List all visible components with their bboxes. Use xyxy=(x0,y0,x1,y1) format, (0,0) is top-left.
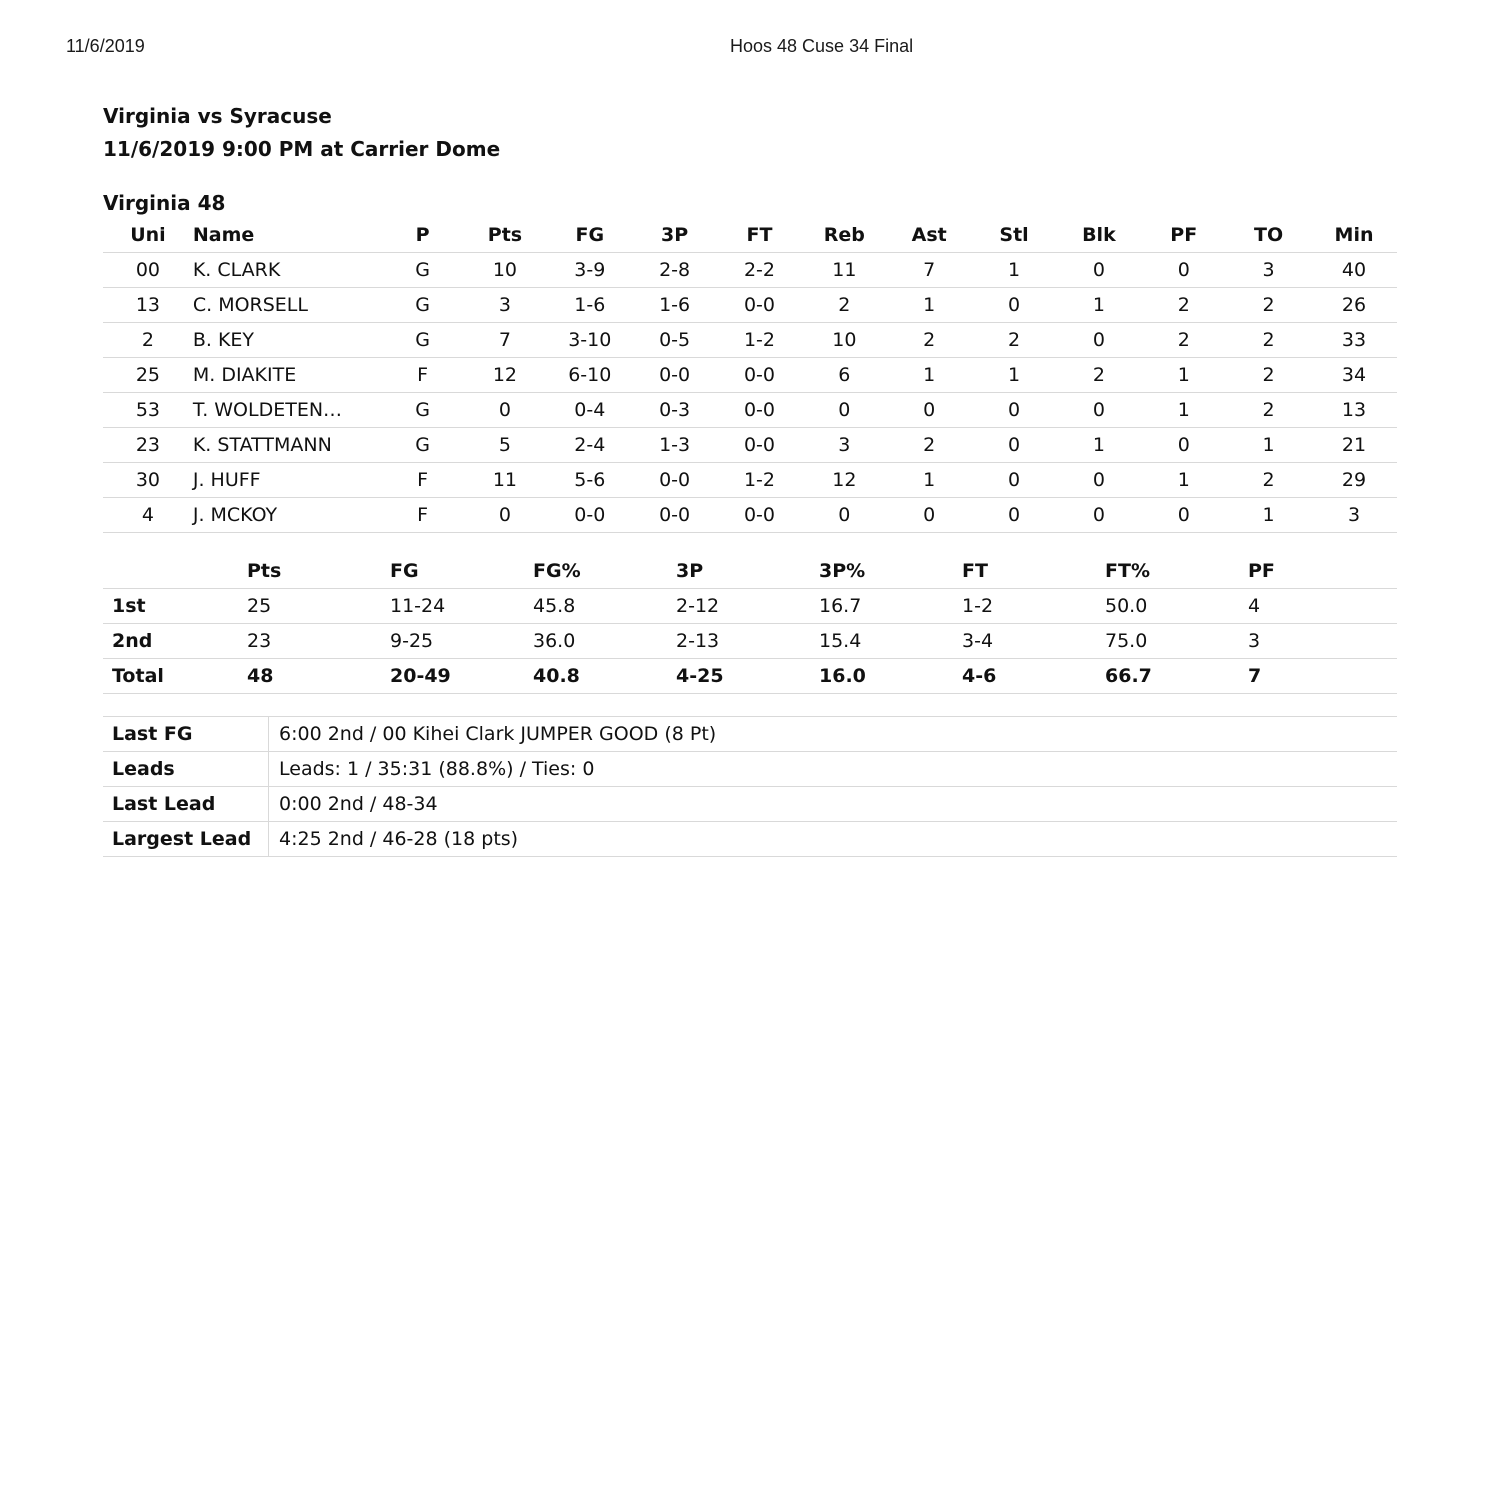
player-row xyxy=(103,428,1397,463)
stat-cell: 33 xyxy=(1311,323,1397,358)
column-header: FT xyxy=(717,217,802,253)
stat-cell: 2-13 xyxy=(676,624,819,659)
stat-cell: 0 xyxy=(1056,498,1141,533)
half-row xyxy=(103,589,1397,624)
stat-cell: 2-4 xyxy=(547,428,632,463)
stat-cell: 2 xyxy=(1226,393,1311,428)
info-row xyxy=(103,822,1397,857)
stat-cell: 0-0 xyxy=(547,498,632,533)
stat-cell: G xyxy=(383,393,463,428)
column-header: FT xyxy=(962,553,1105,589)
info-value: 0:00 2nd / 48-34 xyxy=(269,787,1398,822)
player-name: J. HUFF xyxy=(193,463,383,498)
stat-cell: 0 xyxy=(972,463,1057,498)
player-row xyxy=(103,323,1397,358)
stat-cell: 26 xyxy=(1311,288,1397,323)
stat-cell: 1 xyxy=(1141,358,1226,393)
info-value: Leads: 1 / 35:31 (88.8%) / Ties: 0 xyxy=(269,752,1398,787)
stat-cell: 1 xyxy=(887,288,972,323)
game-info-table xyxy=(103,716,1397,857)
column-header: Name xyxy=(193,217,383,253)
column-header: PF xyxy=(1248,553,1397,589)
stat-cell: 2 xyxy=(1226,463,1311,498)
stat-cell: 36.0 xyxy=(533,624,676,659)
player-name: K. CLARK xyxy=(193,253,383,288)
stat-cell: 1-6 xyxy=(632,288,717,323)
column-header: Ast xyxy=(887,217,972,253)
stat-cell: 2 xyxy=(1056,358,1141,393)
stat-cell: 1 xyxy=(1056,288,1141,323)
stat-cell: 0-0 xyxy=(717,498,802,533)
stat-cell: G xyxy=(383,428,463,463)
stat-cell: G xyxy=(383,288,463,323)
stat-cell: 1-6 xyxy=(547,288,632,323)
stat-cell: 40 xyxy=(1311,253,1397,288)
info-row xyxy=(103,717,1397,752)
game-datetime-venue: 11/6/2019 9:00 PM at Carrier Dome xyxy=(103,137,501,161)
stat-cell: G xyxy=(383,323,463,358)
info-label: Largest Lead xyxy=(103,822,269,857)
stat-cell: 1-2 xyxy=(717,463,802,498)
player-stats-table xyxy=(103,217,1397,533)
player-name: K. STATTMANN xyxy=(193,428,383,463)
stat-cell: 1-3 xyxy=(632,428,717,463)
info-label: Last FG xyxy=(103,717,269,752)
boxscore-content xyxy=(103,100,1397,857)
stat-cell: 0 xyxy=(972,393,1057,428)
stat-cell: 34 xyxy=(1311,358,1397,393)
stat-cell: 15.4 xyxy=(819,624,962,659)
stat-cell: 0-5 xyxy=(632,323,717,358)
stat-cell: 10 xyxy=(463,253,548,288)
stat-cell: 0 xyxy=(1056,463,1141,498)
stat-cell: 3 xyxy=(1248,624,1397,659)
column-header: FG xyxy=(547,217,632,253)
player-name: M. DIAKITE xyxy=(193,358,383,393)
stat-cell: 1 xyxy=(887,358,972,393)
stat-cell: 2 xyxy=(1226,288,1311,323)
stat-cell: 11-24 xyxy=(390,589,533,624)
stat-cell: 23 xyxy=(103,428,193,463)
stat-cell: 20-49 xyxy=(390,659,533,694)
stat-cell: 3-4 xyxy=(962,624,1105,659)
stat-cell: 0-0 xyxy=(717,358,802,393)
game-matchup: Virginia vs Syracuse xyxy=(103,104,332,128)
info-value: 6:00 2nd / 00 Kihei Clark JUMPER GOOD (8 Pt) xyxy=(269,717,1398,752)
stat-cell: 0-0 xyxy=(632,498,717,533)
stat-cell: 0 xyxy=(1056,323,1141,358)
stat-cell: 1-2 xyxy=(962,589,1105,624)
stat-cell: 45.8 xyxy=(533,589,676,624)
stat-cell: 21 xyxy=(1311,428,1397,463)
stat-cell: 7 xyxy=(1248,659,1397,694)
player-name: C. MORSELL xyxy=(193,288,383,323)
column-header: FG xyxy=(390,553,533,589)
stat-cell: 0 xyxy=(887,498,972,533)
stat-cell: 0-4 xyxy=(547,393,632,428)
stat-cell: F xyxy=(383,498,463,533)
stat-cell: 29 xyxy=(1311,463,1397,498)
stat-cell: 66.7 xyxy=(1105,659,1248,694)
stat-cell: 0-0 xyxy=(632,463,717,498)
stat-cell: 0-0 xyxy=(717,288,802,323)
stat-cell: 1-2 xyxy=(717,323,802,358)
column-header xyxy=(103,553,247,589)
info-row xyxy=(103,787,1397,822)
stat-cell: 50.0 xyxy=(1105,589,1248,624)
stat-cell: 0 xyxy=(1056,393,1141,428)
stat-cell: 13 xyxy=(1311,393,1397,428)
stat-cell: 11 xyxy=(463,463,548,498)
stat-cell: 1 xyxy=(1056,428,1141,463)
stat-cell: 40.8 xyxy=(533,659,676,694)
player-stats-header xyxy=(103,217,1397,253)
stat-cell: 0 xyxy=(887,393,972,428)
stat-cell: 2 xyxy=(887,323,972,358)
stat-cell: 16.7 xyxy=(819,589,962,624)
player-name: T. WOLDETEN… xyxy=(193,393,383,428)
stat-cell: 4-6 xyxy=(962,659,1105,694)
stat-cell: 3 xyxy=(802,428,887,463)
stat-cell: 3 xyxy=(463,288,548,323)
stat-cell: 1 xyxy=(1226,428,1311,463)
stat-cell: 30 xyxy=(103,463,193,498)
stat-cell: 0-0 xyxy=(717,428,802,463)
stat-cell: 11 xyxy=(802,253,887,288)
player-stats-body xyxy=(103,253,1397,533)
player-row xyxy=(103,253,1397,288)
stat-cell: 2 xyxy=(802,288,887,323)
stat-cell: 2 xyxy=(1226,358,1311,393)
stat-cell: 0-0 xyxy=(632,358,717,393)
column-header: Min xyxy=(1311,217,1397,253)
stat-cell: 6 xyxy=(802,358,887,393)
stat-cell: 0 xyxy=(463,498,548,533)
column-header: Pts xyxy=(463,217,548,253)
player-row xyxy=(103,358,1397,393)
stat-cell: 2 xyxy=(1141,288,1226,323)
stat-cell: 9-25 xyxy=(390,624,533,659)
column-header: 3P% xyxy=(819,553,962,589)
stat-cell: 0 xyxy=(1141,253,1226,288)
stat-cell: 3-9 xyxy=(547,253,632,288)
info-label: Leads xyxy=(103,752,269,787)
info-row xyxy=(103,752,1397,787)
print-date: 11/6/2019 xyxy=(66,36,145,56)
player-name: J. MCKOY xyxy=(193,498,383,533)
team-heading: Virginia 48 xyxy=(103,191,226,215)
stat-cell: 12 xyxy=(463,358,548,393)
stat-cell: 2 xyxy=(972,323,1057,358)
stat-cell: 4-25 xyxy=(676,659,819,694)
stat-cell: 2-2 xyxy=(717,253,802,288)
column-header: P xyxy=(383,217,463,253)
stat-cell: 0 xyxy=(1141,428,1226,463)
half-stats-header xyxy=(103,553,1397,589)
stat-cell: 6-10 xyxy=(547,358,632,393)
stat-cell: 7 xyxy=(463,323,548,358)
column-header: PF xyxy=(1141,217,1226,253)
stat-cell: 2 xyxy=(1226,323,1311,358)
print-header xyxy=(0,34,1500,58)
player-row xyxy=(103,498,1397,533)
stat-cell: 0 xyxy=(972,428,1057,463)
stat-cell: 0 xyxy=(802,393,887,428)
half-stats-body xyxy=(103,589,1397,694)
column-header: 3P xyxy=(676,553,819,589)
stat-cell: 3 xyxy=(1311,498,1397,533)
half-row xyxy=(103,659,1397,694)
stat-cell: 2 xyxy=(887,428,972,463)
player-name: B. KEY xyxy=(193,323,383,358)
stat-cell: 3-10 xyxy=(547,323,632,358)
stat-cell: 5-6 xyxy=(547,463,632,498)
player-row xyxy=(103,463,1397,498)
stat-cell: 2 xyxy=(1141,323,1226,358)
column-header: FG% xyxy=(533,553,676,589)
stat-cell: 16.0 xyxy=(819,659,962,694)
stat-cell: 3 xyxy=(1226,253,1311,288)
stat-cell: 0 xyxy=(1141,498,1226,533)
stat-cell: 23 xyxy=(247,624,390,659)
stat-cell: 48 xyxy=(247,659,390,694)
stat-cell: 0 xyxy=(972,498,1057,533)
stat-cell: 0 xyxy=(972,288,1057,323)
stat-cell: 7 xyxy=(887,253,972,288)
stat-cell: F xyxy=(383,463,463,498)
stat-cell: 13 xyxy=(103,288,193,323)
stat-cell: 0 xyxy=(1056,253,1141,288)
stat-cell: F xyxy=(383,358,463,393)
info-value: 4:25 2nd / 46-28 (18 pts) xyxy=(269,822,1398,857)
stat-cell: 75.0 xyxy=(1105,624,1248,659)
column-header: TO xyxy=(1226,217,1311,253)
game-info-body xyxy=(103,717,1397,857)
half-row xyxy=(103,624,1397,659)
stat-cell: 12 xyxy=(802,463,887,498)
half-stats-table xyxy=(103,553,1397,694)
stat-cell: 25 xyxy=(103,358,193,393)
stat-cell: 5 xyxy=(463,428,548,463)
stat-cell: 2 xyxy=(103,323,193,358)
stat-cell: 10 xyxy=(802,323,887,358)
stat-cell: G xyxy=(383,253,463,288)
stat-cell: 1 xyxy=(887,463,972,498)
half-label: 1st xyxy=(103,589,247,624)
stat-cell: 2-8 xyxy=(632,253,717,288)
stat-cell: 25 xyxy=(247,589,390,624)
column-header: Blk xyxy=(1056,217,1141,253)
column-header: FT% xyxy=(1105,553,1248,589)
stat-cell: 1 xyxy=(1141,463,1226,498)
column-header: Stl xyxy=(972,217,1057,253)
half-label: 2nd xyxy=(103,624,247,659)
half-label: Total xyxy=(103,659,247,694)
column-header: Pts xyxy=(247,553,390,589)
stat-cell: 0 xyxy=(463,393,548,428)
stat-cell: 1 xyxy=(972,358,1057,393)
player-row xyxy=(103,393,1397,428)
stat-cell: 4 xyxy=(1248,589,1397,624)
stat-cell: 0-0 xyxy=(717,393,802,428)
stat-cell: 53 xyxy=(103,393,193,428)
stat-cell: 0-3 xyxy=(632,393,717,428)
stat-cell: 1 xyxy=(1226,498,1311,533)
stat-cell: 1 xyxy=(1141,393,1226,428)
stat-cell: 00 xyxy=(103,253,193,288)
column-header: Uni xyxy=(103,217,193,253)
stat-cell: 4 xyxy=(103,498,193,533)
stat-cell: 0 xyxy=(802,498,887,533)
player-row xyxy=(103,288,1397,323)
print-title: Hoos 48 Cuse 34 Final xyxy=(730,36,914,56)
column-header: 3P xyxy=(632,217,717,253)
info-label: Last Lead xyxy=(103,787,269,822)
stat-cell: 1 xyxy=(972,253,1057,288)
column-header: Reb xyxy=(802,217,887,253)
stat-cell: 2-12 xyxy=(676,589,819,624)
